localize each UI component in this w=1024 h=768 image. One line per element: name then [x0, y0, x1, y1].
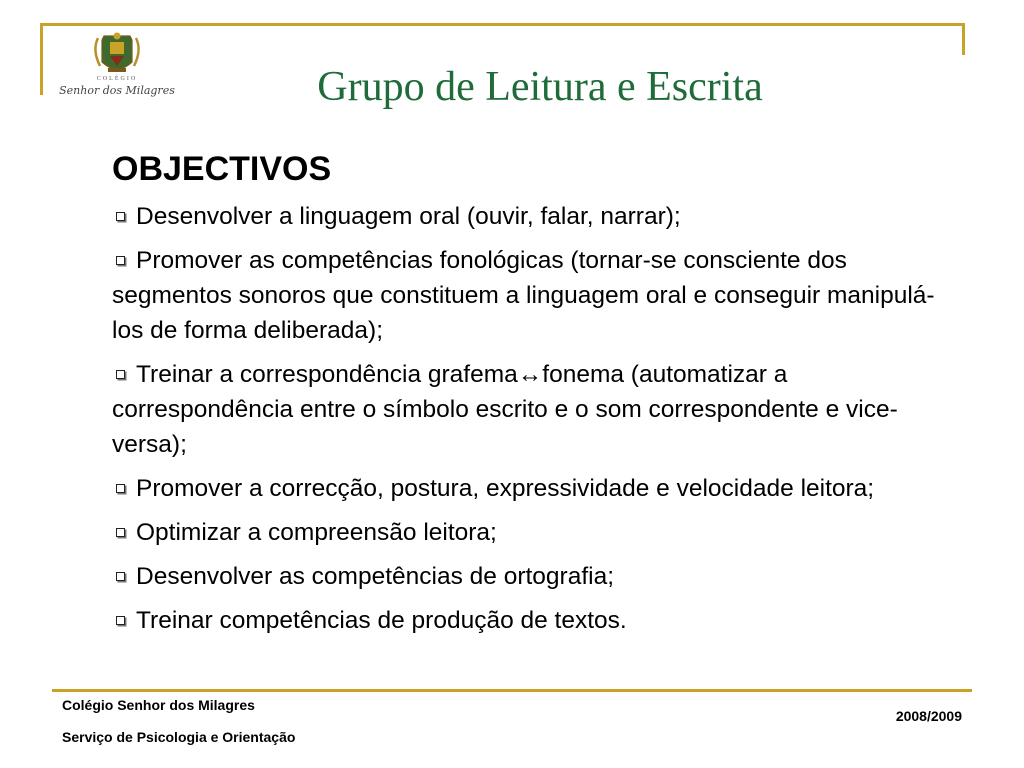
footer-left	[62, 697, 295, 745]
frame-top-line	[40, 23, 964, 26]
logo-college-label: COLÉGIO	[96, 76, 138, 82]
list-item-text: Promover a correcção, postura, expressividade e velocidade leitora;	[136, 475, 875, 502]
list-item	[112, 471, 962, 506]
checkbox-bullet-icon	[116, 616, 125, 625]
checkbox-bullet-icon	[116, 572, 125, 581]
list-item	[112, 199, 962, 234]
school-logo	[52, 32, 182, 112]
crest-icon	[52, 32, 182, 78]
list-item-text: Promover as competências fonológicas (tornar-se consciente dos segmentos sonoros que constituem a linguagem oral e conseguir manipulá-los de forma deliberada);	[112, 247, 935, 344]
frame-right-line	[962, 23, 965, 55]
slide-title: Grupo de Leitura e Escrita	[317, 64, 763, 110]
slide-content	[112, 147, 962, 647]
checkbox-bullet-icon	[116, 370, 125, 379]
checkbox-bullet-icon	[116, 484, 125, 493]
footer-school-name: Colégio Senhor dos Milagres	[62, 697, 255, 713]
section-heading: OBJECTIVOS	[112, 150, 332, 188]
list-item-text: Treinar a correspondência grafema↔fonema (automatizar a correspondência entre o símbolo escrito e o som correspondente e vice-versa);	[112, 361, 898, 458]
frame-left-line	[40, 23, 43, 95]
list-item	[112, 515, 962, 550]
footer-year: 2008/2009	[895, 708, 962, 724]
list-item-text: Desenvolver as competências de ortografia;	[136, 563, 615, 590]
checkbox-bullet-icon	[116, 256, 125, 265]
list-item	[112, 243, 962, 348]
list-item	[112, 603, 962, 638]
logo-caption: Senhor dos Milagres	[59, 84, 175, 97]
footer-service-name: Serviço de Psicologia e Orientação	[62, 729, 296, 745]
objectives-list	[112, 199, 962, 638]
checkbox-bullet-icon	[116, 528, 125, 537]
checkbox-bullet-icon	[116, 212, 125, 221]
footer-divider	[52, 689, 972, 692]
list-item	[112, 559, 962, 594]
list-item-text: Optimizar a compreensão leitora;	[136, 519, 497, 546]
list-item-text: Treinar competências de produção de textos.	[136, 607, 627, 634]
list-item-text: Desenvolver a linguagem oral (ouvir, falar, narrar);	[136, 203, 681, 230]
list-item	[112, 357, 962, 462]
